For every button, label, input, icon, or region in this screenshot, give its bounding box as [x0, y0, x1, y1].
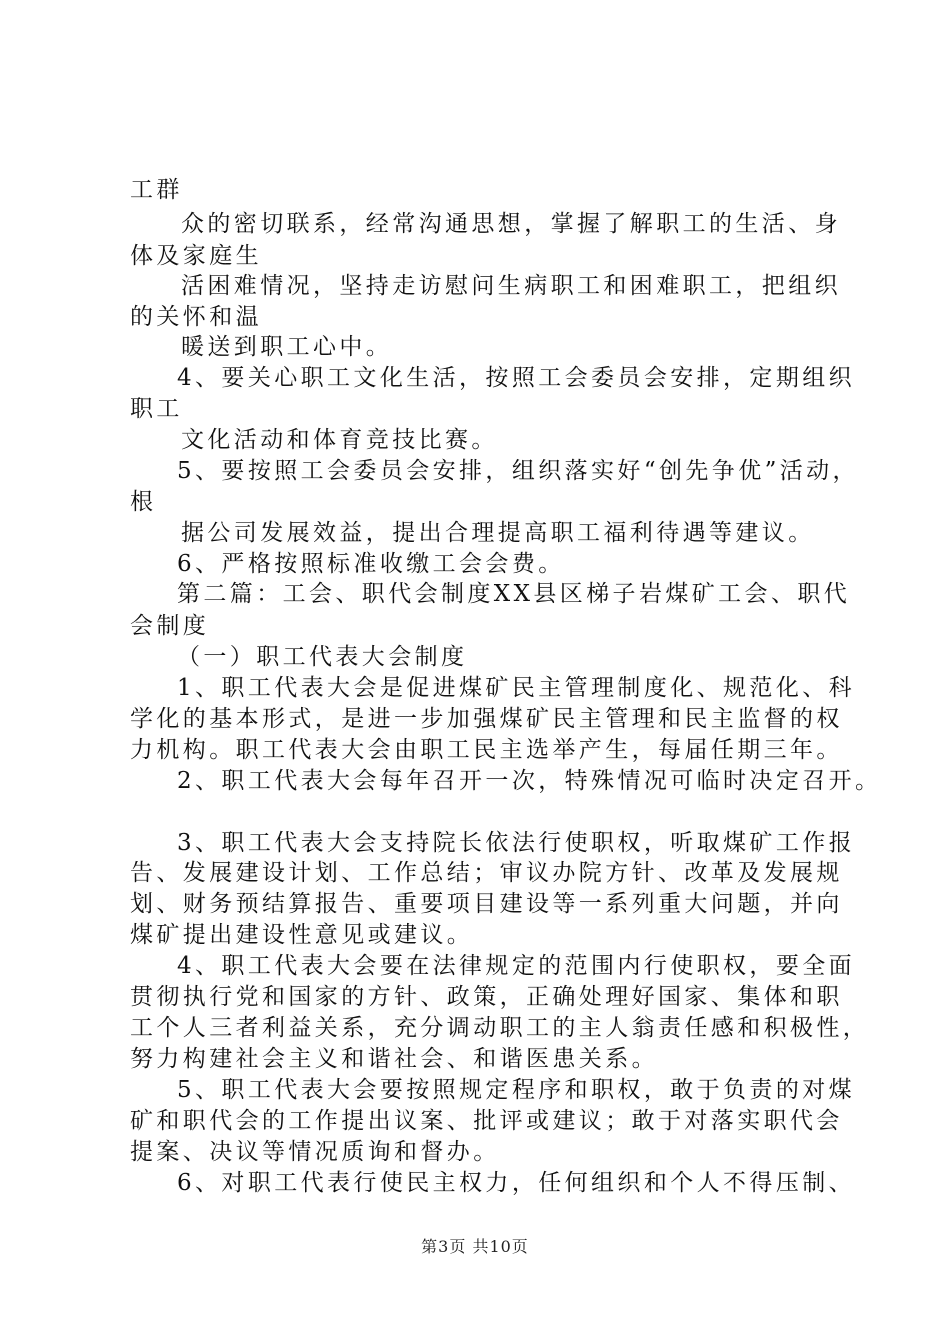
body-line: 2、职工代表大会每年召开一次，特殊情况可临时决定召开。 — [177, 768, 882, 794]
body-line: 5、职工代表大会要按照规定程序和职权，敢于负责的对煤 — [177, 1077, 856, 1103]
body-line: 众的密切联系，经常沟通思想，掌握了解职工的生活、身 — [181, 211, 841, 237]
body-line: 1、职工代表大会是促进煤矿民主管理制度化、规范化、科 — [177, 675, 856, 701]
body-line: 告、发展建设计划、工作总结；审议办院方针、改革及发展规 — [130, 860, 843, 886]
body-line: 努力构建社会主义和谐社会、和谐医患关系。 — [130, 1046, 658, 1072]
body-line: 学化的基本形式，是进一步加强煤矿民主管理和民主监督的权 — [130, 706, 843, 732]
body-line: 体及家庭生 — [130, 243, 262, 269]
body-line: 据公司发展效益，提出合理提高职工福利待遇等建议。 — [181, 520, 815, 546]
body-line: 矿和职代会的工作提出议案、批评或建议；敢于对落实职代会 — [130, 1108, 843, 1134]
body-line: 3、职工代表大会支持院长依法行使职权，听取煤矿工作报 — [177, 830, 856, 856]
body-line: 根 — [130, 489, 157, 515]
body-line: 6、对职工代表行使民主权力，任何组织和个人不得压制、 — [177, 1170, 856, 1196]
section-heading: 第二篇：工会、职代会制度XX县区梯子岩煤矿工会、职代 — [177, 581, 851, 607]
body-line: 暖送到职工心中。 — [181, 334, 393, 360]
section-heading: 会制度 — [130, 613, 210, 639]
body-line: 煤矿提出建设性意见或建议。 — [130, 922, 474, 948]
body-line: 力机构。职工代表大会由职工民主选举产生，每届任期三年。 — [130, 737, 843, 763]
body-line: 工群 — [130, 177, 183, 203]
body-line: 4、职工代表大会要在法律规定的范围内行使职权，要全面 — [177, 953, 856, 979]
body-line: 划、财务预结算报告、重要项目建设等一系列重大问题，并向 — [130, 891, 843, 917]
body-line: 6、严格按照标准收缴工会会费。 — [177, 551, 565, 577]
body-line: 职工 — [130, 396, 183, 422]
body-line: 5、要按照工会委员会安排，组织落实好“创先争优”活动， — [177, 458, 859, 484]
body-line: 的关怀和温 — [130, 304, 262, 330]
page-number-footer: 第3页 共10页 — [421, 1237, 529, 1256]
subsection-heading: （一）职工代表大会制度 — [177, 644, 468, 670]
body-line: 提案、决议等情况质询和督办。 — [130, 1139, 500, 1165]
body-line: 文化活动和体育竞技比赛。 — [181, 427, 498, 453]
body-line: 工个人三者利益关系，充分调动职工的主人翁责任感和积极性， — [130, 1015, 870, 1041]
body-line: 4、要关心职工文化生活，按照工会委员会安排，定期组织 — [177, 365, 856, 391]
body-line: 活困难情况，坚持走访慰问生病职工和困难职工，把组织 — [181, 273, 841, 299]
body-line: 贯彻执行党和国家的方针、政策，正确处理好国家、集体和职 — [130, 984, 843, 1010]
